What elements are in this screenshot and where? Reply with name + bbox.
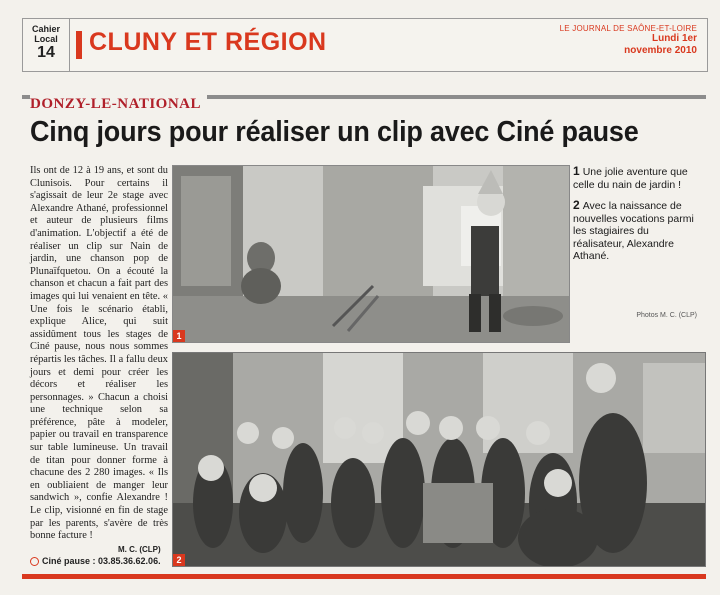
photo-credit: Photos M. C. (CLP) bbox=[636, 312, 697, 319]
contact-line bbox=[30, 556, 161, 566]
paper-name: LE JOURNAL DE SAÔNE-ET-LOIRE bbox=[559, 24, 697, 33]
caption-number: 1 bbox=[573, 164, 580, 178]
photo-group-stagiaires bbox=[172, 352, 706, 567]
caption-1 bbox=[573, 165, 703, 191]
paper-date-day: Lundi 1er bbox=[651, 33, 697, 44]
caption-2 bbox=[573, 199, 703, 263]
bullet-icon bbox=[30, 557, 39, 566]
photo-badge-2: 2 bbox=[173, 554, 185, 566]
cahier-box bbox=[23, 19, 70, 71]
group-photo-illustration bbox=[173, 353, 705, 566]
paper-info bbox=[560, 24, 697, 57]
caption-text: Une jolie aventure que celle du nain de jardin ! bbox=[573, 166, 688, 191]
article-body: Ils ont de 12 à 19 ans, et sont du Clunisois. Pour certains il s'agissait de leur 2e stage avec Alexandre Athané, professionnel et auteur de plusieurs films d'animation. L'objectif a été de réaliser un clip sur Nain de jardin, une chanson pop de Plunaïfquetou. On a écouté la chanson et chacun a fait part des images qui lui venaient en tête. « Une fois le scénario établi, explique Alice, qui suit assidûment tous les stages de Ciné pause, nous nous sommes répartis les tâches. Il a fallu deux jours et demi pour créer les décors et réaliser les personnages. » Chacun a choisi une technique selon sa préférence, pâte à modeler, papier ou travail en transparence sur table lumineuse. Un travail de titan pour donner forme à chacune des 2 280 images. « Ils en oubliaient de manger leur sandwich », confie Alexandre ! Le clip, visionné en fin de stage par les parents, s'avère de très bonne facture ! bbox=[30, 165, 168, 542]
section-marker bbox=[76, 31, 82, 59]
bottom-rule bbox=[22, 574, 706, 579]
contact-text: Ciné pause : 03.85.36.62.06. bbox=[42, 556, 161, 566]
local-label: Local bbox=[34, 34, 58, 44]
caption-box bbox=[573, 165, 703, 341]
cahier-label: Cahier bbox=[31, 24, 60, 34]
caption-number: 2 bbox=[573, 198, 580, 212]
locality-label: DONZY-LE-NATIONAL bbox=[30, 95, 207, 113]
page-number: 14 bbox=[37, 44, 55, 61]
claymation-scene-illustration bbox=[173, 166, 569, 342]
article-author: M. C. (CLP) bbox=[118, 545, 161, 554]
section-title: CLUNY ET RÉGION bbox=[89, 28, 327, 56]
paper-date bbox=[560, 33, 697, 57]
photo-claymation-set bbox=[172, 165, 570, 343]
page-header bbox=[22, 18, 708, 72]
article-headline: Cinq jours pour réaliser un clip avec Ciné pause bbox=[30, 116, 639, 148]
paper-date-month: novembre 2010 bbox=[624, 45, 697, 56]
photo-badge-1: 1 bbox=[173, 330, 185, 342]
caption-text: Avec la naissance de nouvelles vocations parmi les stagiaires du réalisateur, Alexandre Athané. bbox=[573, 200, 694, 262]
